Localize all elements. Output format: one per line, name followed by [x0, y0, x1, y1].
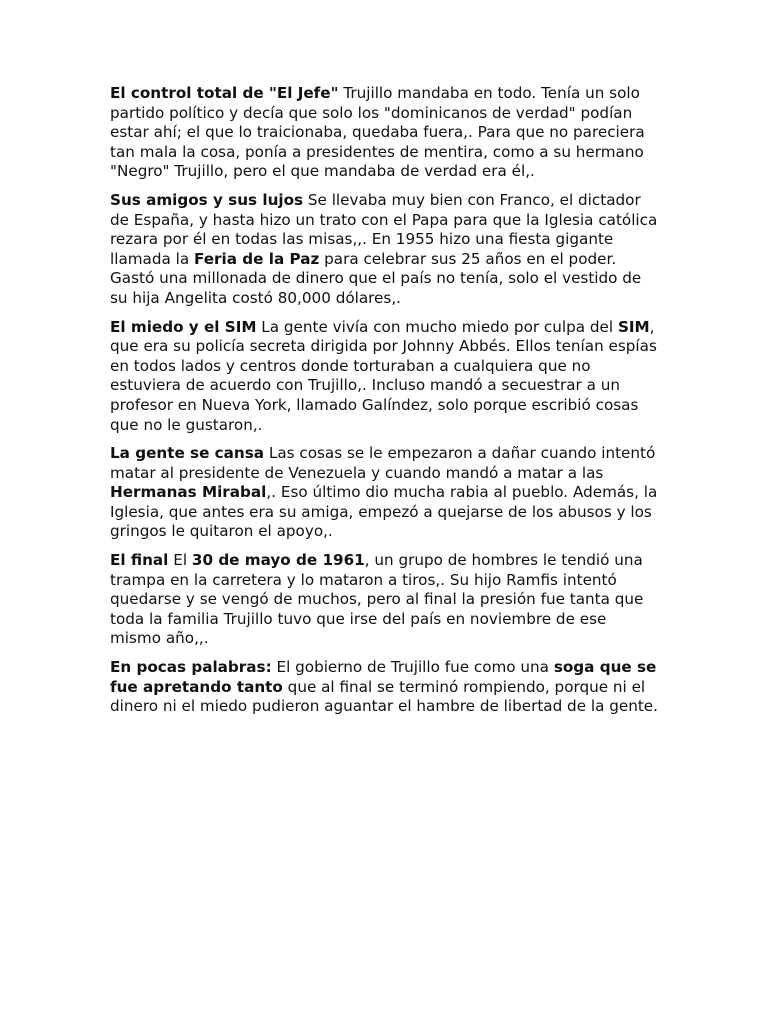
paragraph-heading: Sus amigos y sus lujos — [110, 190, 304, 209]
bold-phrase: Feria de la Paz — [193, 249, 320, 268]
paragraph-text: que al final se terminó rompiendo, porque ni el dinero ni el miedo pudieron aguantar el hambre de libertad de la gente. — [110, 677, 658, 716]
paragraph-text: Se llevaba muy bien con Franco, el dictador de España, y hasta hizo un trato con el Papa para que la Iglesia católica rezara por él en todas las misas,,. En 1955 hizo una fiesta gigante llamada la — [110, 190, 658, 268]
paragraph-el-control-total — [110, 84, 658, 182]
paragraph-text: El gobierno de Trujillo fue como una — [271, 658, 554, 677]
paragraph-text: , un grupo de hombres le tendió una trampa en la carretera y lo mataron a tiros,. Su hijo Ramfis intentó quedarse y se vengó de muchos, pero al final la presión fue tanta que toda la familia Trujillo tuvo que irse del país en noviembre de ese mismo año,,. — [110, 551, 644, 648]
paragraph-heading: La gente se cansa — [110, 444, 265, 463]
paragraph-el-final — [110, 551, 658, 649]
paragraph-text: Trujillo mandaba en todo. Tenía un solo partido político y decía que solo los "dominicanos de verdad" podían estar ahí; el que lo traicionaba, quedaba fuera,. Para que no pareciera tan mala la cosa, ponía a presidentes de mentira, como a su hermano "Negro" Trujillo, pero el que mandaba de verdad era él,. — [110, 84, 645, 181]
bold-phrase: 30 de mayo de 1961 — [191, 551, 365, 570]
bold-phrase: SIM — [617, 317, 650, 336]
paragraph-heading: En pocas palabras: — [110, 658, 272, 677]
paragraph-heading: El control total de "El Jefe" — [110, 84, 339, 102]
paragraph-text: , que era su policía secreta dirigida por Johnny Abbés. Ellos tenían espías en todos lados y centros donde torturaban a cualquiera que no estuviera de acuerdo con Trujillo,. Incluso mandó a secuestrar a un profesor en Nueva York, llamado Galíndez, solo porque escribió cosas que no le gustaron,. — [110, 317, 657, 434]
bold-phrase: Hermanas Mirabal — [110, 483, 267, 502]
paragraph-text: La gente vivía con mucho miedo por culpa del — [256, 317, 618, 336]
paragraph-en-pocas-palabras — [110, 658, 658, 717]
paragraph-text: para celebrar sus 25 años en el poder. Gastó una millonada de dinero que el país no tenía, solo el vestido de su hija Angelita costó 80,000 dólares,. — [110, 249, 642, 307]
paragraph-heading: El final — [110, 551, 169, 570]
paragraph-text: ,. Eso último dio mucha rabia al pueblo. Además, la Iglesia, que antes era su amiga, empezó a quejarse de los abusos y los gringos le quitaron el apoyo,. — [110, 483, 658, 541]
paragraph-sus-amigos — [110, 191, 658, 309]
bold-phrase: soga que se fue apretando tanto — [110, 658, 657, 696]
paragraph-heading: El miedo y el SIM — [110, 317, 257, 336]
document-body — [110, 84, 658, 726]
paragraph-text: Las cosas se le empezaron a dañar cuando intentó matar al presidente de Venezuela y cuando mandó a matar a las — [110, 444, 656, 482]
paragraph-la-gente-se-cansa — [110, 444, 658, 542]
paragraph-text: El — [168, 551, 192, 570]
paragraph-el-miedo — [110, 318, 658, 436]
